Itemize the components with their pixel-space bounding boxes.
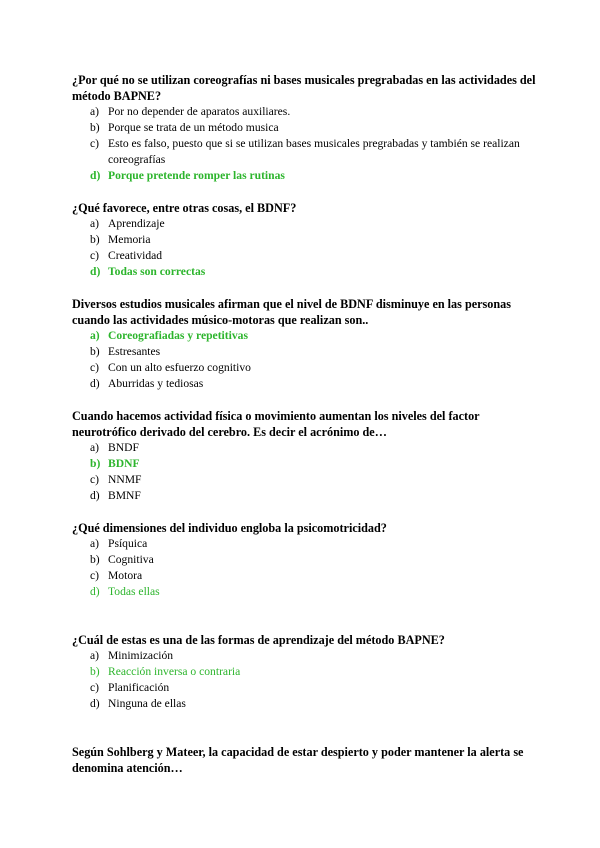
option-text: Porque se trata de un método musica [108, 121, 279, 134]
option-text: BMNF [108, 489, 141, 502]
option-letter: c) [90, 137, 100, 150]
option-b [72, 232, 542, 248]
option-text: Creatividad [108, 249, 163, 262]
option-letter: a) [90, 649, 100, 662]
option-text: NNMF [108, 473, 142, 486]
option-d-correct [72, 584, 542, 600]
option-letter: d) [90, 169, 101, 182]
question-block [72, 408, 542, 504]
option-text: Ninguna de ellas [108, 697, 186, 710]
option-text: BDNF [108, 457, 140, 470]
option-letter: c) [90, 249, 100, 262]
options-list [72, 648, 542, 712]
option-c [72, 472, 542, 488]
option-text: Porque pretende romper las rutinas [108, 169, 285, 182]
question-block [72, 200, 542, 280]
option-text: Esto es falso, puesto que si se utilizan bases musicales pregrabadas y también se realizan coreografías [108, 137, 520, 166]
option-letter: b) [90, 457, 101, 470]
option-letter: a) [90, 105, 100, 118]
option-text: Todas ellas [108, 585, 160, 598]
option-letter: d) [90, 377, 100, 390]
option-c [72, 568, 542, 584]
option-b-correct [72, 664, 542, 680]
question-block [72, 744, 542, 776]
option-letter: c) [90, 569, 100, 582]
option-letter: d) [90, 489, 100, 502]
options-list [72, 440, 542, 504]
option-a-correct [72, 328, 542, 344]
options-list [72, 216, 542, 280]
option-a [72, 536, 542, 552]
option-a [72, 440, 542, 456]
option-a [72, 216, 542, 232]
option-d [72, 488, 542, 504]
options-list [72, 328, 542, 392]
option-text: Por no depender de aparatos auxiliares. [108, 105, 291, 118]
question-block [72, 72, 542, 184]
option-letter: d) [90, 265, 101, 278]
option-d [72, 376, 542, 392]
option-c [72, 248, 542, 264]
option-letter: a) [90, 329, 100, 342]
question-text: Cuando hacemos actividad física o movimiento aumentan los niveles del factor neurotrófico derivado del cerebro. Es decir el acrónimo de… [72, 409, 480, 439]
option-letter: c) [90, 473, 100, 486]
option-letter: b) [90, 665, 100, 678]
option-c [72, 136, 542, 168]
option-text: Minimización [108, 649, 174, 662]
option-letter: b) [90, 345, 100, 358]
question-text: ¿Qué dimensiones del individuo engloba la psicomotricidad? [72, 521, 387, 535]
option-d-correct [72, 168, 542, 184]
option-a [72, 104, 542, 120]
option-text: Memoria [108, 233, 151, 246]
question-text: ¿Por qué no se utilizan coreografías ni bases musicales pregrabadas en las actividades del método BAPNE? [72, 73, 536, 103]
option-text: Psíquica [108, 537, 148, 550]
option-text: Reacción inversa o contraria [108, 665, 241, 678]
question-text: ¿Qué favorece, entre otras cosas, el BDNF? [72, 201, 297, 215]
question-text: ¿Cuál de estas es una de las formas de aprendizaje del método BAPNE? [72, 633, 445, 647]
option-b [72, 120, 542, 136]
option-letter: a) [90, 441, 100, 454]
option-text: Planificación [108, 681, 170, 694]
option-b [72, 344, 542, 360]
question-text: Según Sohlberg y Mateer, la capacidad de estar despierto y poder mantener la alerta se denomina atención… [72, 745, 524, 775]
option-letter: c) [90, 681, 100, 694]
option-letter: a) [90, 537, 100, 550]
option-text: Motora [108, 569, 143, 582]
option-c [72, 360, 542, 376]
option-letter: b) [90, 121, 100, 134]
option-letter: b) [90, 233, 100, 246]
option-d [72, 696, 542, 712]
option-letter: b) [90, 553, 100, 566]
options-list [72, 104, 542, 184]
option-text: Con un alto esfuerzo cognitivo [108, 361, 251, 374]
option-letter: c) [90, 361, 100, 374]
question-block [72, 632, 542, 712]
option-text: BNDF [108, 441, 139, 454]
option-letter: d) [90, 697, 100, 710]
option-b [72, 552, 542, 568]
option-letter: a) [90, 217, 100, 230]
option-c [72, 680, 542, 696]
question-text: Diversos estudios musicales afirman que el nivel de BDNF disminuye en las personas cuando las actividades músico-motoras que realizan son.. [72, 297, 511, 327]
option-text: Todas son correctas [108, 265, 206, 278]
options-list [72, 536, 542, 600]
option-text: Cognitiva [108, 553, 154, 566]
option-text: Coreografiadas y repetitivas [108, 329, 248, 342]
option-text: Aprendizaje [108, 217, 165, 230]
option-text: Aburridas y tediosas [108, 377, 204, 390]
question-block [72, 520, 542, 600]
option-a [72, 648, 542, 664]
option-letter: d) [90, 585, 100, 598]
question-block [72, 296, 542, 392]
option-text: Estresantes [108, 345, 161, 358]
option-b-correct [72, 456, 542, 472]
option-d-correct [72, 264, 542, 280]
